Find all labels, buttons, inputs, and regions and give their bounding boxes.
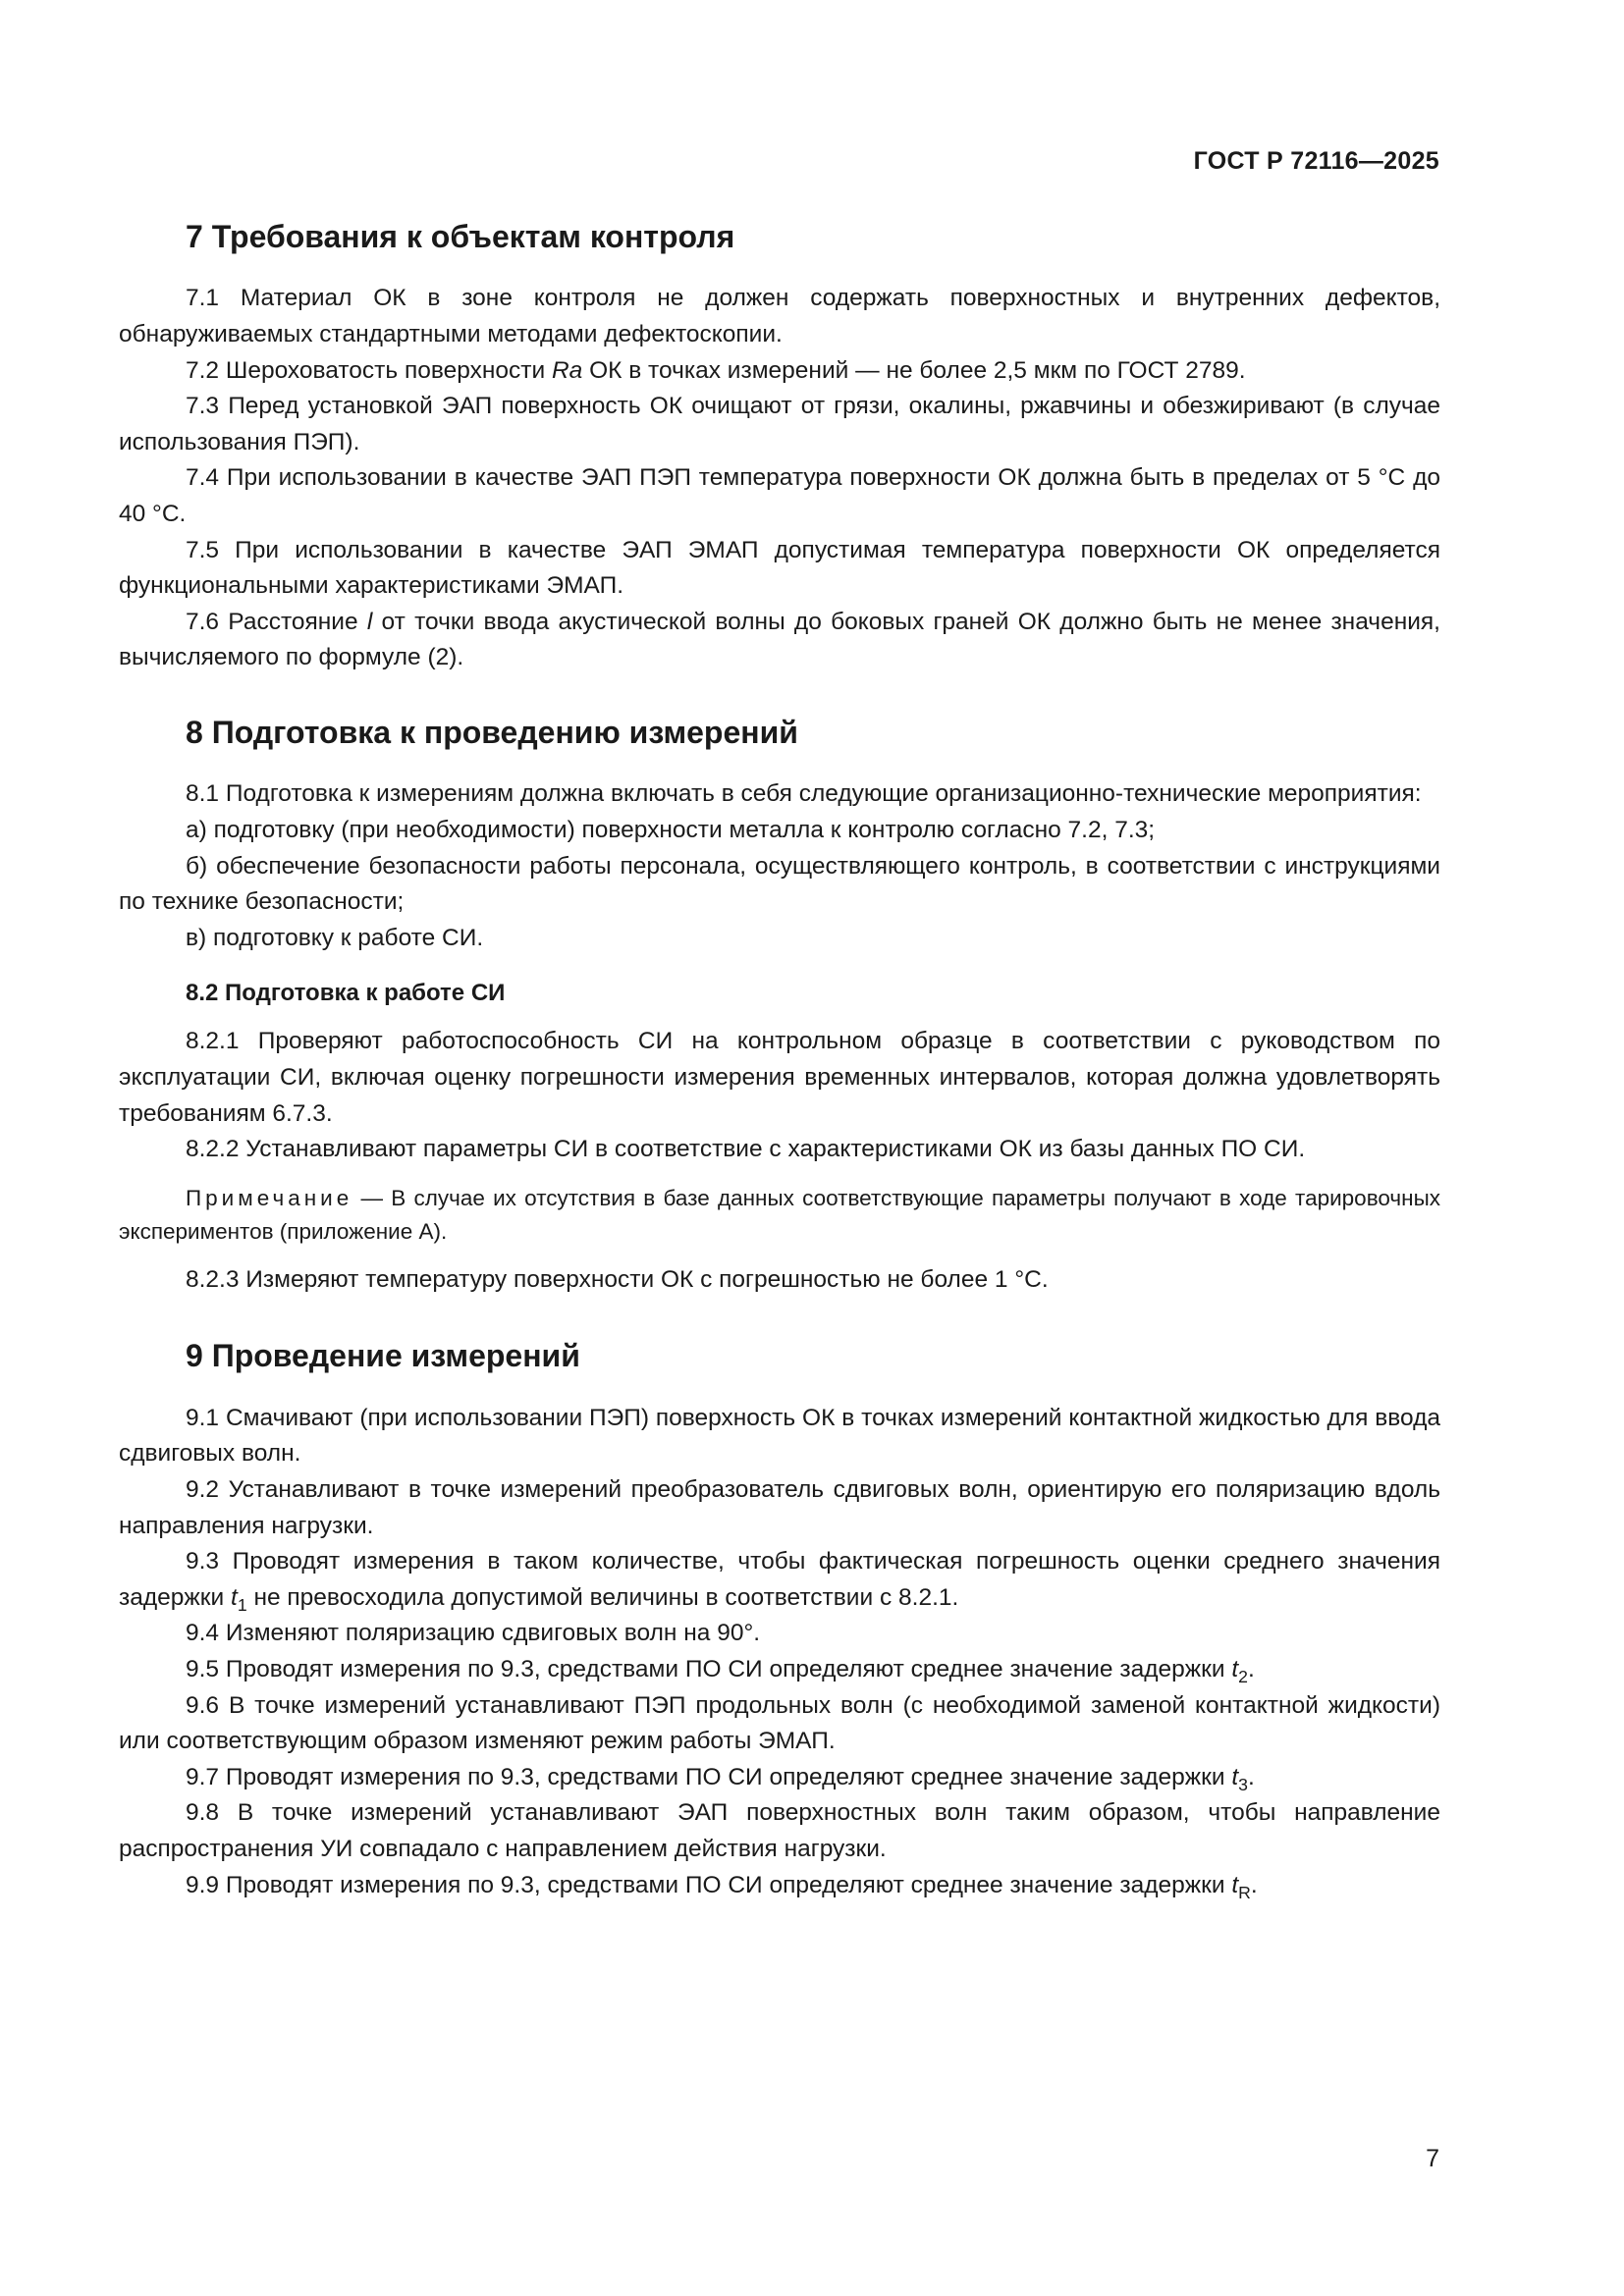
page-number: 7 xyxy=(1426,2145,1439,2172)
paragraph-9-8: 9.8 В точке измерений устанавливают ЭАП поверхностных волн таким образом, чтобы направление распространения УИ совпадало с направлением действия нагрузки. xyxy=(119,1799,1440,1862)
text-run: от точки ввода акустической волны до боковых граней ОК должно быть не менее значения, вычисляемого по формуле (2). xyxy=(119,608,1440,671)
paragraph-9-9 xyxy=(119,1868,1440,1904)
paragraph-9-6: 9.6 В точке измерений устанавливают ПЭП продольных волн (с необходимой заменой контактной жидкости) или соответствующим образом изменяют режим работы ЭМАП. xyxy=(119,1691,1440,1755)
paragraph-7-6 xyxy=(119,605,1440,676)
delay-subscript: 1 xyxy=(237,1594,247,1615)
paragraph-8-2-2: 8.2.2 Устанавливают параметры СИ в соответствие с характеристиками ОК из базы данных ПО СИ. xyxy=(186,1136,1306,1163)
section-9-title: 9 Проведение измерений xyxy=(186,1338,580,1374)
text-run: ОК в точках измерений — не более 2,5 мкм по ГОСТ 2789. xyxy=(582,356,1246,384)
paragraph-9-4: 9.4 Изменяют поляризацию сдвиговых волн на 90°. xyxy=(186,1620,761,1647)
delay-subscript: 2 xyxy=(1238,1666,1248,1686)
paragraph-7-5: 7.5 При использовании в качестве ЭАП ЭМАП допустимая температура поверхности ОК определяется функциональными характеристиками ЭМАП. xyxy=(119,536,1440,600)
paragraph-7-3: 7.3 Перед установкой ЭАП поверхность ОК очищают от грязи, окалины, ржавчины и обезжиривают (в случае использования ПЭП). xyxy=(119,393,1440,455)
paragraph-8-2-1: 8.2.1 Проверяют работоспособность СИ на контрольном образце в соответствии с руководством по эксплуатации СИ, включая оценку погрешности измерения временных интервалов, которая должна удовлетворять требованиям 6.7.3. xyxy=(119,1028,1440,1127)
section-7-title: 7 Требования к объектам контроля xyxy=(186,219,735,254)
delay-symbol: t xyxy=(1231,1763,1239,1790)
paragraph-8-2-3: 8.2.3 Измеряют температуру поверхности ОК с погрешностью не более 1 °С. xyxy=(186,1265,1049,1293)
note xyxy=(119,1182,1440,1249)
delay-symbol: t xyxy=(1231,1871,1239,1898)
paragraph-9-3 xyxy=(119,1544,1440,1616)
distance-symbol: l xyxy=(366,608,373,635)
paragraph-9-2: 9.2 Устанавливают в точке измерений преобразователь сдвиговых волн, ориентирую его поляризацию вдоль направления нагрузки. xyxy=(119,1476,1440,1539)
text-run: 7.2 Шероховатость поверхности xyxy=(186,356,552,384)
roughness-symbol: Ra xyxy=(551,356,583,384)
text-run: 9.5 Проводят измерения по 9.3, средствами ПО СИ определяют среднее значение задержки xyxy=(186,1655,1232,1682)
text-run: 9.3 Проводят измерения в таком количестве, чтобы фактическая погрешность оценки среднего значения задержки xyxy=(119,1548,1440,1611)
delay-subscript: R xyxy=(1238,1882,1251,1902)
delay-subscript: 3 xyxy=(1238,1774,1248,1794)
text-run: 9.7 Проводят измерения по 9.3, средствами ПО СИ определяют среднее значение задержки xyxy=(186,1763,1232,1790)
note-label: Примечание xyxy=(186,1185,353,1210)
paragraph-9-5 xyxy=(119,1652,1440,1688)
list-item-b: б) обеспечение безопасности работы персонала, осуществляющего контроль, в соответствии с инструкциями по технике безопасности; xyxy=(119,852,1440,916)
delay-symbol: t xyxy=(231,1583,238,1611)
paragraph-7-1: 7.1 Материал ОК в зоне контроля не должен содержать поверхностных и внутренних дефектов, обнаруживаемых стандартными методами дефектоскопии. xyxy=(119,285,1440,347)
note-text: — В случае их отсутствия в базе данных соответствующие параметры получают в ходе тарировочных экспериментов (приложение А). xyxy=(119,1185,1440,1244)
list-item-a: а) подготовку (при необходимости) поверхности металла к контролю согласно 7.2, 7.3; xyxy=(186,816,1156,843)
paragraph-7-4: 7.4 При использовании в качестве ЭАП ПЭП температура поверхности ОК должна быть в пределах от 5 °С до 40 °С. xyxy=(119,464,1440,527)
section-8-title: 8 Подготовка к проведению измерений xyxy=(186,714,798,750)
period: . xyxy=(1247,1763,1255,1790)
text-run: 7.6 Расстояние xyxy=(186,608,367,635)
paragraph-7-2 xyxy=(119,353,1440,390)
text-run: 9.9 Проводят измерения по 9.3, средствами ПО СИ определяют среднее значение задержки xyxy=(186,1871,1232,1898)
delay-symbol: t xyxy=(1231,1655,1239,1682)
text-run: не превосходила допустимой величины в соответствии с 8.2.1. xyxy=(246,1583,959,1611)
paragraph-9-7 xyxy=(119,1760,1440,1796)
period: . xyxy=(1247,1655,1255,1682)
paragraph-8-1: 8.1 Подготовка к измерениям должна включать в себя следующие организационно-технические мероприятия: xyxy=(186,780,1422,808)
period: . xyxy=(1250,1871,1258,1898)
document-header: ГОСТ Р 72116—2025 xyxy=(1193,147,1439,175)
paragraph-9-1: 9.1 Смачивают (при использовании ПЭП) поверхность ОК в точках измерений контактной жидкостью для ввода сдвиговых волн. xyxy=(119,1404,1440,1468)
list-item-v: в) подготовку к работе СИ. xyxy=(186,924,484,951)
document-body xyxy=(119,218,1440,1903)
subsection-8-2-title: 8.2 Подготовка к работе СИ xyxy=(186,980,506,1007)
